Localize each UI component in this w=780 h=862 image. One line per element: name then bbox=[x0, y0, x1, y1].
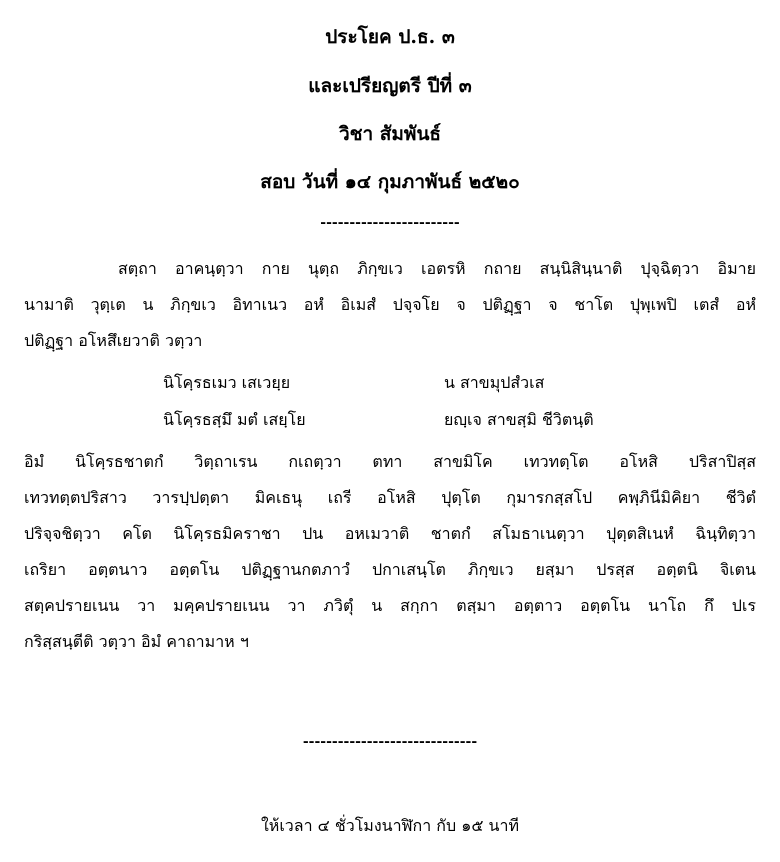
story-line: อิมํ นิโคฺรธชาตกํ วิตฺถาเรน กเถตฺวา ตทา สาขมิโค เทวทตฺโต อโหสิ ปริสาปิสฺส bbox=[24, 452, 756, 471]
story-line: ปริจฺจชิตฺวา คโต นิโคฺรธมิคราชา ปน อหเมวาติ ชาตกํ สโมธาเนตฺวา ปุตฺตสิเนหํ ฉินฺทิตฺวา bbox=[24, 524, 756, 543]
exam-level-title: ประโยค ป.ธ. ๓ bbox=[325, 26, 455, 48]
top-divider: ------------------------ bbox=[320, 215, 460, 231]
verse-line-1a: นิโคฺรธเมว เสเวยฺย bbox=[163, 373, 291, 392]
verse-line-2b: ยญฺเจ สาขสฺมิ ชีวิตนฺติ bbox=[444, 410, 594, 429]
story-line: กริสฺสนฺตีติ วตฺวา อิมํ คาถามาห ฯ bbox=[24, 632, 249, 651]
story-line: เถริยา อตฺตนาว อตฺตโน ปติฏฺฐานกตภาวํ ปกาเสนฺโต ภิกฺขเว ยสฺมา ปรสฺส อตฺตนิ จิเตน bbox=[24, 560, 756, 579]
verse-line-1b: น สาขมุปสํวเส bbox=[444, 373, 545, 392]
story-line: เทวทตฺตปริสาว วารปฺปตฺตา มิคเธนุ เถรี อโหสิ ปุตฺโต กุมารกสฺสโป คพฺภินีมิคิยา ชีวิตํ bbox=[24, 488, 756, 507]
bottom-divider: ------------------------------ bbox=[302, 734, 478, 750]
story-line: สตฺคปรายเนน วา มคฺคปรายเนน วา ภวิตุํ น สกฺกา ตสฺมา อตฺตาว อตฺตโน นาโถ กึ ปเร bbox=[24, 596, 756, 615]
verse-line-2a: นิโคฺรธสฺมึ มตํ เสยฺโย bbox=[163, 410, 306, 429]
time-allowed: ให้เวลา ๔ ชั่วโมงนาฬิกา กับ ๑๕ นาที bbox=[260, 816, 520, 835]
subject-title: วิชา สัมพันธ์ bbox=[338, 123, 442, 145]
exam-grade-title: และเปรียญตรี ปีที่ ๓ bbox=[308, 75, 472, 97]
passage-line: สตฺถา อาคนฺตฺวา กาย นุตฺถ ภิกฺขเว เอตรหิ กถาย สนฺนิสินฺนาติ ปุจฺฉิตฺวา อิมาย bbox=[118, 259, 756, 278]
passage-line: นามาติ วุตฺเต น ภิกฺขเว อิทาเนว อหํ อิเมสํ ปจฺจโย จ ปติฏฺฐา จ ชาโต ปุพฺเพปิ เตสํ อหํ bbox=[24, 295, 756, 314]
exam-date: สอบ วันที่ ๑๔ กุมภาพันธ์ ๒๕๒๐ bbox=[260, 171, 520, 193]
passage-line: ปติฏฺฐา อโหสึเยวาติ วตฺวา bbox=[24, 331, 203, 350]
